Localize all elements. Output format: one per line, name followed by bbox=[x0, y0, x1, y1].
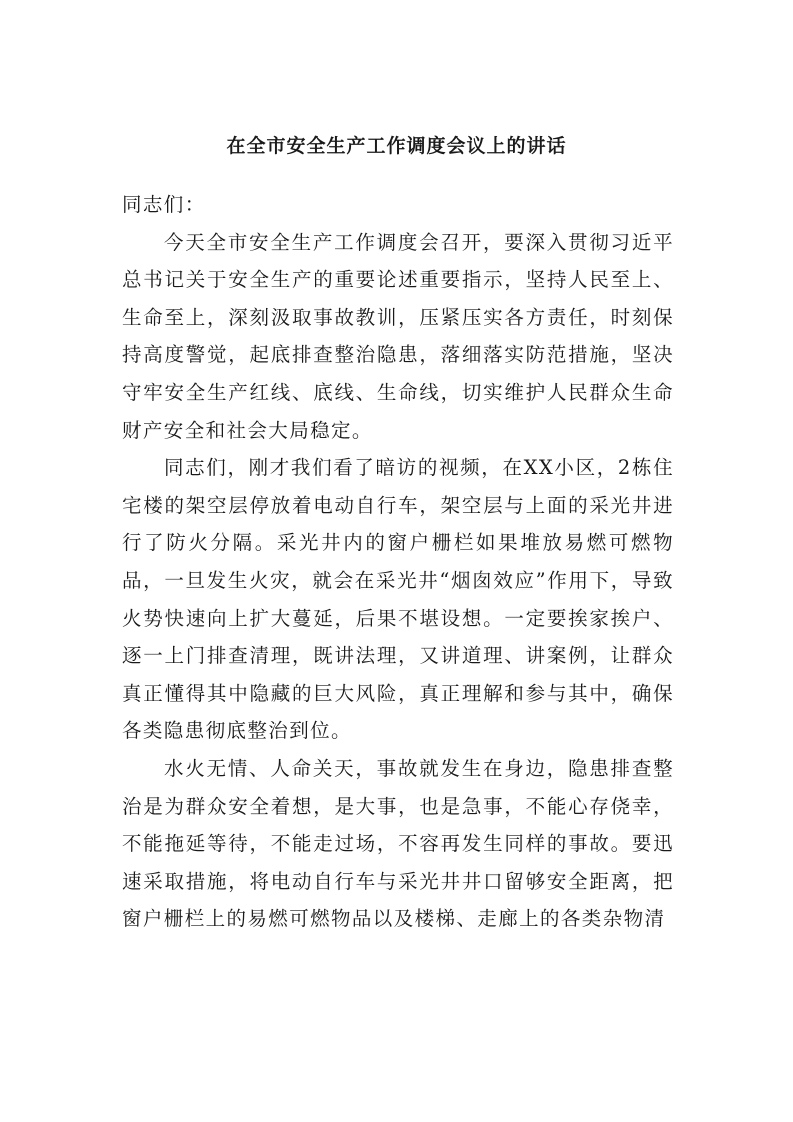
paragraph-3: 水火无情、人命关天，事故就发生在身边，隐患排查整治是为群众安全着想，是大事，也是急事，不能心存侥幸，不能拖延等待，不能走过场，不容再发生同样的事故。要迅速采取措施，将电动自行车与采光井井口留够安全距离，把窗户栅栏上的易燃可燃物品以及楼梯、走廊上的各类杂物清 bbox=[122, 756, 674, 931]
salutation: 同志们： bbox=[122, 193, 206, 216]
paragraph-1: 今天全市安全生产工作调度会召开，要深入贯彻习近平总书记关于安全生产的重要论述重要指示，坚持人民至上、生命至上，深刻汲取事故教训，压紧压实各方责任，时刻保持高度警觉，起底排查整治隐患，落细落实防范措施，坚决守牢安全生产红线、底线、生命线，切实维护人民群众生命财产安全和社会大局稳定。 bbox=[122, 230, 674, 442]
document-body bbox=[122, 186, 674, 938]
page-title: 在全市安全生产工作调度会议上的讲话 bbox=[226, 135, 567, 157]
paragraph-2: 同志们，刚才我们看了暗访的视频，在XX小区，2栋住宅楼的架空层停放着电动自行车，架空层与上面的采光井进行了防火分隔。采光井内的窗户栅栏如果堆放易燃可燃物品，一旦发生火灾，就会在采光井“烟囱效应”作用下，导致火势快速向上扩大蔓延，后果不堪设想。一定要挨家挨户、逐一上门排查清理，既讲法理，又讲道理、讲案例，让群众真正懂得其中隐藏的巨大风险，真正理解和参与其中，确保各类隐患彻底整治到位。 bbox=[122, 456, 674, 743]
